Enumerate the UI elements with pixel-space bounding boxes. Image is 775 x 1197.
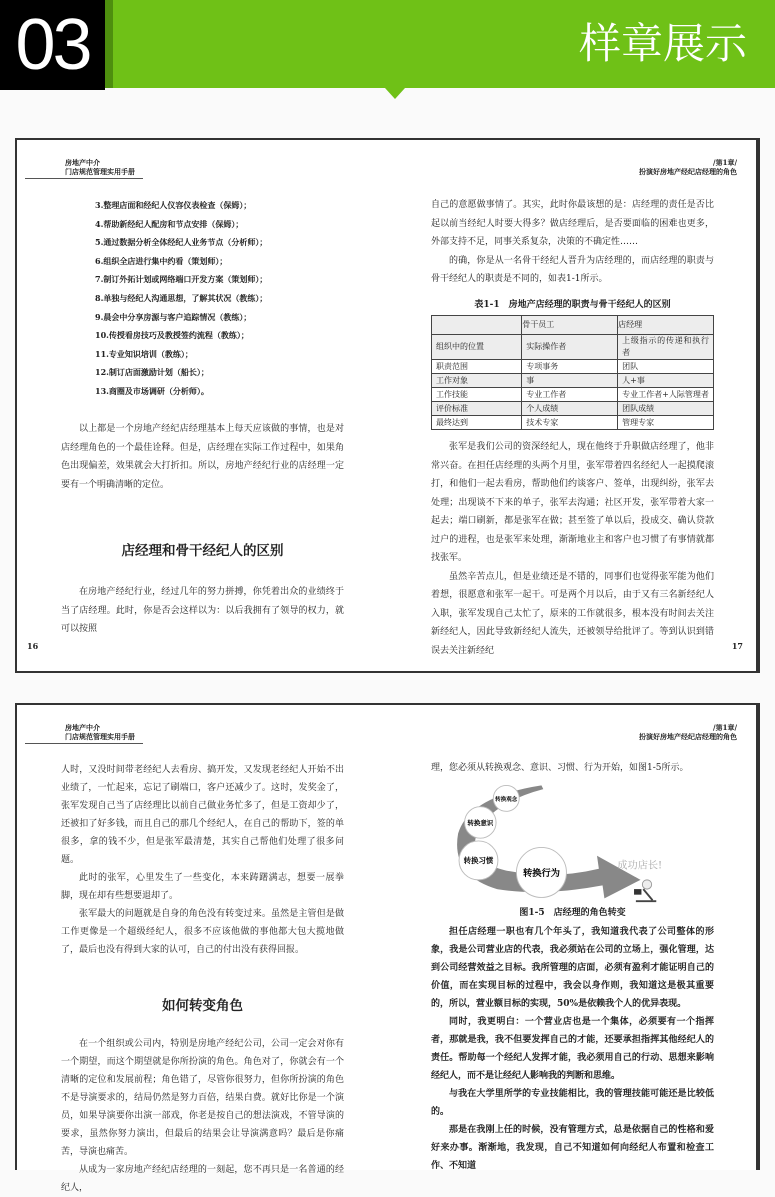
list-item: 10.传授看房技巧及教授签约流程（教练）； bbox=[95, 330, 249, 341]
figure-caption: 图1-5 店经理的角色转变 bbox=[519, 907, 626, 918]
paragraph: 在房地产经纪行业，经过几年的努力拼搏，你凭着出众的业绩终于当了店经理。此时，你是否会这样以为：以后我拥有了领导的权力，就可以按照 bbox=[61, 587, 344, 634]
table-cell: 实际操作者 bbox=[522, 335, 618, 360]
paragraph: 此时的张军，心里发生了一些变化，本来踌躇满志，想要一展拳脚，现在却有些想要退却了。 bbox=[61, 873, 344, 901]
section-number: 03 bbox=[0, 0, 105, 90]
table-row bbox=[432, 402, 714, 416]
body-text bbox=[61, 420, 344, 639]
table-cell: 上级指示的传递和执行者 bbox=[618, 335, 714, 360]
paragraph: 以上都是一个房地产经纪店经理基本上每天应该做的事情，也是对店经理角色的一个最佳诠释。但是，店经理在实际工作过程中，如果角色出现偏差，效果就会大打折扣。所以，房地产经纪行业的店经理一定要有一个明确清晰的定位。 bbox=[61, 424, 344, 490]
section-heading: 如何转变角色 bbox=[162, 998, 243, 1014]
duty-list bbox=[61, 196, 381, 401]
book-spread-2 bbox=[15, 703, 760, 1193]
page-17 bbox=[389, 140, 761, 671]
table-header: 骨干员工 bbox=[522, 315, 618, 335]
body-text bbox=[431, 196, 714, 660]
role-change-figure bbox=[431, 778, 713, 903]
right-page bbox=[389, 705, 761, 1170]
list-item: 4.帮助新经纪人配房和节点安排（保姆）； bbox=[95, 218, 244, 229]
book-subtitle: 门店规范管理实用手册 bbox=[65, 732, 135, 741]
table-cell: 技术专家 bbox=[522, 416, 618, 430]
table-header: 店经理 bbox=[618, 315, 714, 335]
table-row bbox=[432, 388, 714, 402]
book-title: 房地产中介 bbox=[65, 723, 100, 732]
label-behavior: 转换行为 bbox=[522, 867, 560, 879]
table-header-row bbox=[432, 315, 714, 335]
section-title: 样章展示 bbox=[578, 19, 747, 68]
curved-arrow-diagram bbox=[431, 778, 713, 903]
book-subtitle: 门店规范管理实用手册 bbox=[65, 167, 135, 176]
table-cell: 组织中的位置 bbox=[432, 335, 522, 360]
comparison-table bbox=[431, 315, 714, 431]
table-cell: 事 bbox=[522, 374, 618, 388]
table-row bbox=[432, 335, 714, 360]
page-number: 16 bbox=[27, 641, 39, 651]
paragraph: 张军是我们公司的资深经纪人，现在他终于升职做店经理了，他非常兴奋。在担任店经理的头两个月里，张军带着四名经纪人一起摸爬滚打，和他们一起去看房，帮助他们约谈客户、签单，出现纠纷，张军去处理；出现谈不下来的单子，张军去沟通；社区开发，张军带着大家一起去；端口刷新，都是张军在做；甚至签了单以后，投成交、确认贷款过户的进程，也是张军来处理，渐渐地业主和客户也习惯了有事情就都找张军。 bbox=[431, 442, 714, 563]
quote-text bbox=[431, 923, 714, 1175]
body-text bbox=[431, 759, 714, 1175]
body-text bbox=[61, 761, 344, 1197]
list-item: 8.单独与经纪人沟通思想，了解其状况（教练）； bbox=[95, 292, 268, 303]
label-habit: 转换习惯 bbox=[463, 855, 494, 865]
paragraph: 人时，又没时间带老经纪人去看房、搞开发，又发现老经纪人开始不出业绩了，一忙起来，忘记了刷端口，客户还减少了。这时，发奖金了，张军发现自己当了店经理比以前自己做业务忙多了，但是工资却少了，还被扣了好多钱，而且自己的那几个经纪人，在自己的帮助下，签的单很多，拿的钱不少，但是张军最清楚，其实自己帮他们处理了很多问题。 bbox=[61, 765, 344, 865]
paragraph: 虽然辛苦点儿，但是业绩还是不错的，同事们也觉得张军能为他们着想，很愿意和张军一起干。可是两个月以后，由于又有三名新经纪人入职，张军发现自己太忙了，原来的工作就很多，根本没有时间去关注新经纪人，因此导致新经纪人流失，还被领导给批评了。等到认识到错误去关注新经纪 bbox=[431, 571, 714, 656]
book-title: 房地产中介 bbox=[65, 158, 100, 167]
businessman-icon bbox=[634, 879, 656, 900]
running-head-left bbox=[25, 158, 143, 179]
table-cell: 职责范围 bbox=[432, 360, 522, 374]
table-caption: 表1-1 房地产店经理的职责与骨干经纪人的区别 bbox=[474, 299, 671, 310]
label-awareness: 转换意识 bbox=[467, 818, 494, 827]
chapter-number: /第1章/ bbox=[713, 723, 737, 732]
label-concept: 转换观念 bbox=[495, 796, 518, 803]
banner-divider bbox=[105, 0, 113, 88]
table-cell: 专业工作者 bbox=[522, 388, 618, 402]
running-head-right bbox=[639, 158, 737, 176]
table-cell: 最终达到 bbox=[432, 416, 522, 430]
paragraph: 担任店经理一职也有几个年头了，我知道我代表了公司整体的形象，我是公司营业店的代表，我必须站在公司的立场上，强化管理，达到公司经营效益之目标。我所管理的店面，必须有盈利才能证明自己的价值，而在实现目标的过程中，我会以身作则，我知道这是极其重要的，所以，营业额目标的实现，50%是依赖我个人的优异表现。 bbox=[431, 926, 714, 1009]
book-spread-1 bbox=[15, 138, 760, 673]
table-cell: 团队成绩 bbox=[618, 402, 714, 416]
table-cell: 评价标准 bbox=[432, 402, 522, 416]
chapter-title: 扮演好房地产经纪店经理的角色 bbox=[639, 167, 737, 176]
table-cell: 工作技能 bbox=[432, 388, 522, 402]
left-page bbox=[17, 705, 389, 1193]
paragraph: 从成为一家房地产经纪店经理的一刻起，您不再只是一名普通的经纪人， bbox=[61, 1165, 344, 1193]
paragraph: 张军最大的问题就是自身的角色没有转变过来。虽然是主管但是做工作更像是一个超级经纪人，很多不应该他做的事他都大包大揽地做了，最后也没有得到大家的认可，自己的付出没有获得回报。 bbox=[61, 909, 344, 955]
paragraph: 那是在我刚上任的时候，没有管理方式，总是依据自己的性格和爱好来办事。渐渐地，我发现，自己不知道如何向经纪人布置和检查工作、不知道 bbox=[431, 1124, 714, 1171]
paragraph: 的确，你是从一名骨干经纪人晋升为店经理的，而店经理的职责与骨干经纪人的职责是不同的，如表1-1所示。 bbox=[431, 255, 714, 284]
list-item: 13.商圈及市场调研（分析师）。 bbox=[95, 385, 209, 396]
banner-pointer bbox=[385, 88, 405, 99]
section-heading: 店经理和骨干经纪人的区别 bbox=[121, 543, 284, 559]
table-row bbox=[432, 416, 714, 430]
list-item: 9.晨会中分享房源与客户追踪情况（教练）； bbox=[95, 311, 252, 322]
table-cell: 团队 bbox=[618, 360, 714, 374]
table-row bbox=[432, 360, 714, 374]
table-cell: 人+事 bbox=[618, 374, 714, 388]
list-item: 11.专业知识培训（教练）； bbox=[95, 348, 193, 359]
table-cell: 管理专家 bbox=[618, 416, 714, 430]
slogan: 成功店长! bbox=[617, 860, 663, 872]
paragraph: 与我在大学里所学的专业技能相比，我的管理技能可能还是比较低的。 bbox=[431, 1088, 714, 1117]
paragraph: 同时，我更明白：一个营业店也是一个集体，必须要有一个指挥者，那就是我，我不但要发挥自己的才能，还要承担指挥其他经纪人的责任。帮助每一个经纪人发挥才能，我必须用自己的行动、思想来影响经纪人，而不是让经纪人影响我的判断和思维。 bbox=[431, 1016, 714, 1081]
table-cell: 个人成绩 bbox=[522, 402, 618, 416]
paragraph: 自己的意愿做事情了。其实，此时你最该想的是：店经理的责任是否比起以前当经纪人时要大得多？做店经理后，是否要面临的困难也更多，外部支持不足，同事关系复杂，决策的不确定性…… bbox=[431, 200, 714, 247]
list-item: 7.制订外拓计划或网络端口开发方案（策划师）； bbox=[95, 274, 268, 285]
list-item: 12.制订店面激励计划（船长）； bbox=[95, 367, 209, 378]
list-item: 3.整理店面和经纪人仪容仪表检查（保姆）； bbox=[95, 200, 252, 210]
list-item: 6.组织全店进行集中约看（策划师）； bbox=[95, 255, 228, 266]
table-header bbox=[432, 315, 522, 335]
table-cell: 专业工作者+人际管理者 bbox=[618, 388, 714, 402]
running-head-right bbox=[639, 723, 737, 741]
list-item: 5.通过数据分析全体经纪人业务节点（分析师）； bbox=[95, 237, 268, 248]
page-number: 17 bbox=[731, 641, 743, 651]
running-head-left bbox=[25, 723, 143, 744]
page-16 bbox=[17, 140, 389, 671]
table-cell: 专项事务 bbox=[522, 360, 618, 374]
paragraph: 理，您必须从转换观念、意识、习惯、行为开始，如图1-5所示。 bbox=[431, 763, 689, 773]
chapter-number: /第1章/ bbox=[713, 158, 737, 167]
chapter-title: 扮演好房地产经纪店经理的角色 bbox=[639, 732, 737, 741]
table-cell: 工作对象 bbox=[432, 374, 522, 388]
table-row bbox=[432, 374, 714, 388]
paragraph: 在一个组织或公司内，特别是房地产经纪公司，公司一定会对你有一个期望，而这个期望就是你所扮演的角色。角色对了，你就会有一个清晰的定位和发展前程；角色错了，尽管你很努力，但你所扮演的角色不是导演要求的，结局仍然是努力百倍，结果白费。就好比你是一个演员，如果导演要你出演一部戏，你老是按自己的想法演戏，不管导演的要求，虽然你努力演出，但最后的结果会让导演满意吗？最后是你痛苦，导演也痛苦。 bbox=[61, 1039, 344, 1157]
